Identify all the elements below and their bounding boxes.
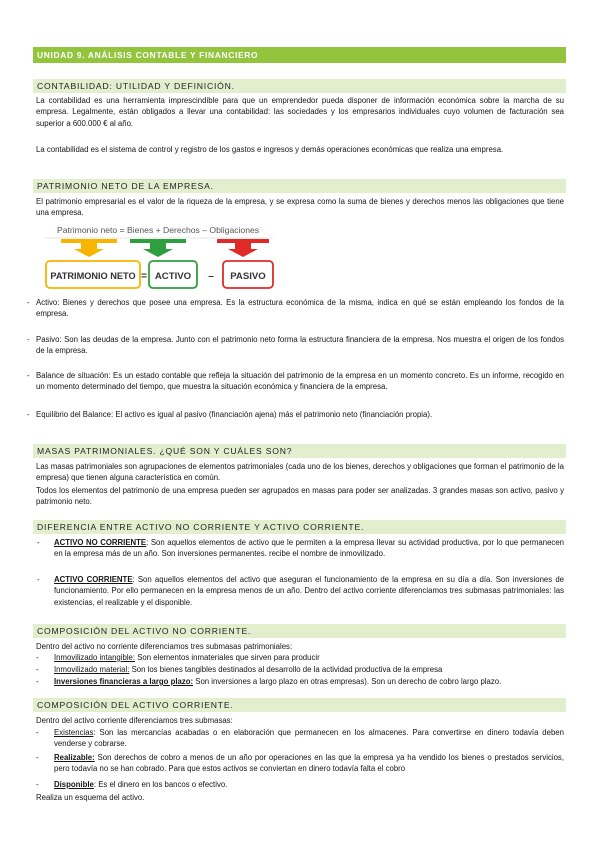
formula-text: Patrimonio neto = Bienes + Derechos – Obligaciones [57, 225, 260, 235]
paragraph: Las masas patrimoniales son agrupaciones de elementos patrimoniales (cada uno de los bienes, derechos y obligaciones que forman el patrimonio de la empresa) que tienen alguna característica en común. [36, 462, 564, 483]
section-heading-activo-no-corriente: COMPOSICIÓN DEL ACTIVO NO CORRIENTE. [33, 624, 566, 638]
pasivo-label: PASIVO [230, 271, 266, 282]
section-heading-masas-patrimoniales: MASAS PATRIMONIALES. ¿QUÉ SON Y CUÁLES SON? [33, 444, 566, 458]
closing-instruction: Realiza un esquema del activo. [36, 793, 145, 802]
section-heading-contabilidad: CONTABILIDAD: UTILIDAD Y DEFINICIÓN. [33, 79, 566, 93]
term-activo-corriente: ACTIVO CORRIENTE [54, 575, 133, 584]
paragraph: La contabilidad es una herramienta imprescindible para que un emprendedor pueda disponer de información económica sobre la marcha de su empresa. Legalmente, están obligados a llevar una contabilidad: las sociedades y los empresarios individuales cuyo volumen de facturación sea superior a 600.000 € al año. [36, 96, 564, 128]
section-heading-patrimonio-neto: PATRIMONIO NETO DE LA EMPRESA. [33, 179, 566, 193]
arrow-down-green-icon [130, 239, 186, 257]
term-activo-no-corriente: ACTIVO NO CORRIENTE [54, 538, 147, 547]
paragraph: Todos los elementos del patrimonio de una empresa pueden ser agrupados en masas para poder ser analizadas. 3 grandes masas son activo, pasivo y patrimonio neto. [36, 486, 564, 507]
arrow-down-red-icon [217, 239, 269, 257]
paragraph: Dentro del activo corriente diferenciamos tres submasas: [36, 716, 233, 725]
unit-title: UNIDAD 9. ANÁLISIS CONTABLE Y FINANCIERO [33, 47, 566, 63]
equals-sign: = [141, 271, 147, 282]
patrimonio-diagram [43, 225, 279, 295]
paragraph: La contabilidad es el sistema de control y registro de los gastos e ingresos y demás operaciones económicas que realiza una empresa. [36, 145, 504, 154]
activo-label: ACTIVO [154, 271, 192, 282]
patrimonio-neto-label: PATRIMONIO NETO [50, 271, 136, 281]
document-page: UNIDAD 9. ANÁLISIS CONTABLE Y FINANCIERO CONTABILIDAD: UTILIDAD Y DEFINICIÓN. La contabilidad es una herramienta imprescindible para que un emprendedor pueda disponer de información económica sobre la marcha de su empresa. Legalmente, están obligados a llevar una contabilidad: las sociedades y los empresarios individuales cuyo volumen de facturación sea superior a 600.000 € al año. La contabilidad es el sistema de control y registro de los gastos e ingresos y demás operaciones económicas que realiza una empresa. PATRIMONIO NETO DE LA EMPRESA. El patrimonio empresarial es el valor de la riqueza de la empresa, y se expresa como la suma de bienes y derechos menos las obligaciones que tiene una empresa. Patrimonio neto = Bienes + Derechos – Obligaciones PATRIMONIO NETO = ACTIVO – PASIVO - Activo: Bienes y derechos que posee una empresa. Es la estructura económica de la misma, indica en qué se están empleando los fondos de la empresa. - Pasivo: Son las deudas de la empresa. Junto con el patrimonio neto forma la estructura financiera de la empresa. Nos muestra el origen de los fondos de la empresa. - Balance de situación: Es un estado contable que refleja la situación del patrimonio de la empresa en un momento concreto. Es un informe, recogido en un momento determinado del tiempo, que muestra la situación económica y financiera de la empresa. - Equilibrio del Balance: El activo es igual al pasivo (financiación ajena) más el patrimonio neto (financiación propia). MASAS PATRIMONIALES. ¿QUÉ SON Y CUÁLES SON? Las masas patrimoniales son agrupaciones de elementos patrimoniales (cada uno de los bienes, derechos y obligaciones que forman el patrimonio de la empresa) que tienen alguna característica en común. Todos los elementos del patrimonio de una empresa pueden ser agrupados en masas para poder ser analizadas. 3 grandes masas son activo, pasivo y patrimonio neto. DIFERENCIA ENTRE ACTIVO NO CORRIENTE Y ACTIVO CORRIENTE. - ACTIVO NO CORRIENTE: Son aquellos elementos de activo que le permiten a la empresa llevar su actividad productiva, por lo que permanecen en la empresa más de un año. Son inversiones permanentes. recibe el nombre de inmovilizado. - ACTIVO CORRIENTE: Son aquellos elementos del activo que aseguran el funcionamiento de la empresa en su día a día. Son inversiones de funcionamiento. Por ello permanecen en la empresa menos de un año. Dentro del activo corriente diferenciamos tres submasas patrimoniales: las existencias, el realizable y el disponible. COMPOSICIÓN DEL ACTIVO NO CORRIENTE. Dentro del activo no corriente diferenciamos tres submasas patrimoniales: - Inmovilizado intangible: Son elementos inmateriales que sirven para producir - Inmovilizado material: Son los bienes tangibles destinados al desarrollo de la actividad productiva de la empresa - Inversiones financieras a largo plazo: Son inversiones a largo plazo en otras empresas). Son un derecho de cobro largo plazo. COMPOSICIÓN DEL ACTIVO CORRIENTE. Dentro del activo corriente diferenciamos tres submasas: - Existencias: Son las mercancías acabadas o en elaboración que permanecen en los almacenes. Para convertirse en dinero todavía deben venderse y cobrarse. - Realizable: Son derechos de cobro a menos de un año por operaciones en las que la empresa ya ha vendido los bienes o prestados servicios, pero todavía no se han cobrado. Para que estos activos se conviertan en dinero todavía falta el cobro - Disponible: Es el dinero en los bancos o efectivo. Realiza un esquema del activo. [0, 0, 600, 848]
minus-sign: – [208, 271, 214, 282]
paragraph: El patrimonio empresarial es el valor de la riqueza de la empresa, y se expresa como la suma de bienes y derechos menos las obligaciones que tiene una empresa. [36, 197, 564, 218]
paragraph: Dentro del activo no corriente diferenciamos tres submasas patrimoniales: [36, 642, 293, 651]
section-heading-activo-corriente: COMPOSICIÓN DEL ACTIVO CORRIENTE. [33, 698, 566, 712]
arrow-down-yellow-icon [61, 239, 117, 257]
section-heading-diferencia-activo: DIFERENCIA ENTRE ACTIVO NO CORRIENTE Y ACTIVO CORRIENTE. [33, 520, 566, 534]
